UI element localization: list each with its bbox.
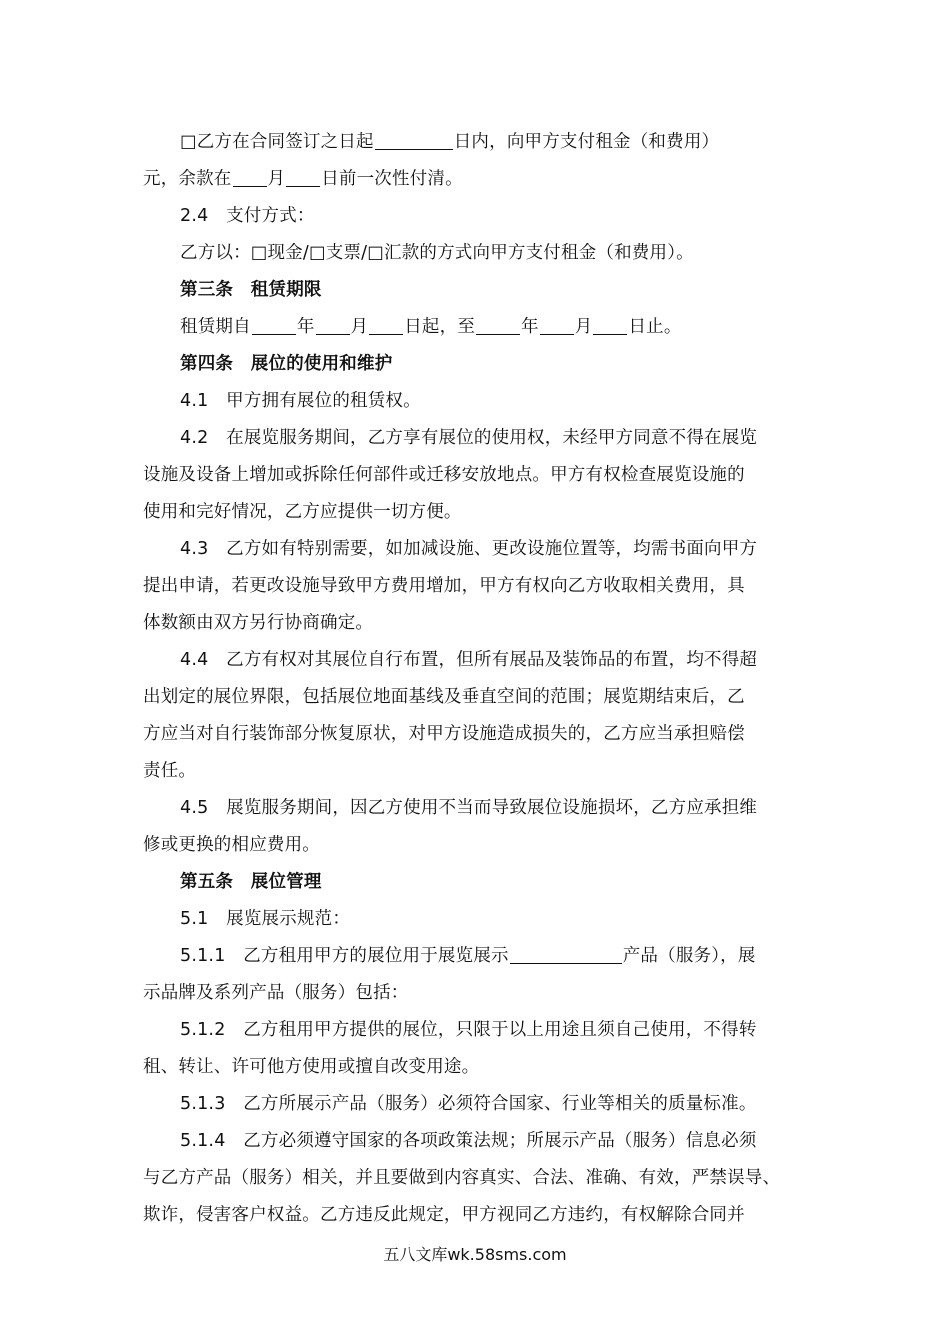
text-line: 示品牌及系列产品（服务）包括： (143, 983, 409, 1003)
fill-in-blank (375, 132, 453, 151)
text-line: 乙方以：□现金/□支票/□汇款的方式向甲方支付租金（和费用）。 (180, 243, 694, 263)
text-segment: 日止。 (628, 317, 682, 337)
text-line: 与乙方产品（服务）相关，并且要做到内容真实、合法、准确、有效，严禁误导、 (143, 1168, 781, 1188)
text-segment: 5.1.1 乙方租用甲方的展位用于展览展示 (180, 946, 509, 966)
fill-in-blank (369, 317, 403, 336)
text-segment: 月 (267, 169, 286, 189)
text-line: 4.4 乙方有权对其展位自行布置，但所有展品及装饰品的布置，均不得超 (180, 650, 758, 670)
text-line: 欺诈，侵害客户权益。乙方违反此规定，甲方视同乙方违约，有权解除合同并 (143, 1205, 745, 1225)
text-segment: 月 (574, 317, 593, 337)
text-line: 方应当对自行装饰部分恢复原状，对甲方设施造成损失的，乙方应当承担赔偿 (143, 724, 745, 744)
text-line: 出划定的展位界限，包括展位地面基线及垂直空间的范围；展览期结束后，乙 (143, 687, 745, 707)
text-line: 5.1.3 乙方所展示产品（服务）必须符合国家、行业等相关的质量标准。 (180, 1094, 757, 1114)
text-line: 5.1.2 乙方租用甲方提供的展位，只限于以上用途且须自己使用，不得转 (180, 1020, 757, 1040)
text-segment: 日起，至 (404, 317, 476, 337)
text-segment: 年 (296, 317, 315, 337)
fill-in-blank (476, 317, 520, 336)
text-line: 4.1 甲方拥有展位的租赁权。 (180, 391, 421, 411)
text-line (143, 161, 808, 198)
text-line: 租、转让、许可他方使用或擅自改变用途。 (143, 1057, 480, 1077)
section-heading: 第五条 展位管理 (180, 872, 322, 892)
text-line: 使用和完好情况，乙方应提供一切方便。 (143, 502, 462, 522)
text-line: 设施及设备上增加或拆除任何部件或迁移安放地点。甲方有权检查展览设施的 (143, 465, 745, 485)
section-heading: 第四条 展位的使用和维护 (180, 354, 393, 374)
text-line: 提出申请，若更改设施导致甲方费用增加，甲方有权向乙方收取相关费用，具 (143, 576, 745, 596)
fill-in-blank (510, 946, 622, 965)
fill-in-blank (233, 169, 267, 188)
text-line: 5.1.4 乙方必须遵守国家的各项政策法规；所展示产品（服务）信息必须 (180, 1131, 757, 1151)
text-line (143, 124, 808, 161)
footer-watermark: 五八文库wk.58sms.com (383, 1245, 567, 1264)
text-line: 5.1 展览展示规范： (180, 909, 351, 929)
text-line: 修或更换的相应费用。 (143, 835, 320, 855)
text-line: 4.2 在展览服务期间，乙方享有展位的使用权，未经甲方同意不得在展览 (180, 428, 758, 448)
fill-in-blank (593, 317, 627, 336)
text-line (143, 309, 808, 346)
fill-in-blank (540, 317, 574, 336)
text-segment: 产品（服务），展 (622, 946, 756, 966)
text-line (143, 938, 808, 975)
text-segment: 日前一次性付清。 (321, 169, 463, 189)
text-segment: 租赁期自 (180, 317, 251, 337)
text-segment: 年 (521, 317, 539, 337)
section-heading: 第三条 租赁期限 (180, 280, 322, 300)
fill-in-blank (252, 317, 296, 336)
text-segment: 月 (350, 317, 369, 337)
text-line: 责任。 (143, 761, 197, 781)
text-segment: □乙方在合同签订之日起 (180, 132, 374, 152)
fill-in-blank (286, 169, 320, 188)
text-segment: 日内，向甲方支付租金（和费用） (453, 132, 720, 152)
text-line: 体数额由双方另行协商确定。 (143, 613, 374, 633)
document-body (143, 124, 808, 1234)
text-segment: 元，余款在 (143, 169, 232, 189)
text-line: 2.4 支付方式： (180, 206, 315, 226)
fill-in-blank (316, 317, 350, 336)
text-line: 4.3 乙方如有特别需要，如加减设施、更改设施位置等，均需书面向甲方 (180, 539, 758, 559)
text-line: 4.5 展览服务期间，因乙方使用不当而导致展位设施损坏，乙方应承担维 (180, 798, 758, 818)
